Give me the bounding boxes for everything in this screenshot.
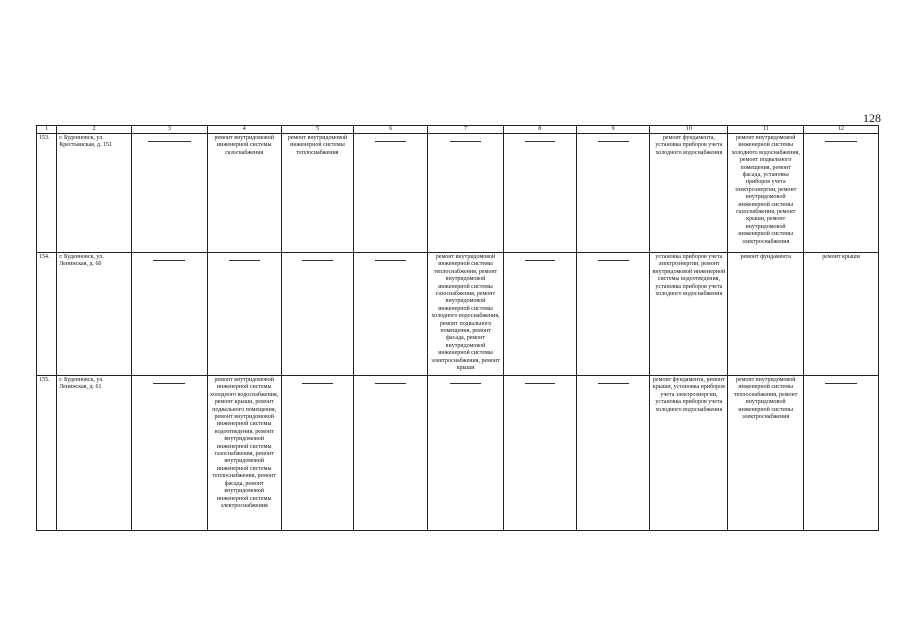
work-cell: ремонт внутридомовой инженерной системы теплоснабжения, ремонт внутридомовой инженерной системы газоснабжения, ремонт внутридомовой инженерной системы холодного водоснабжения, ремонт подвального помещения, ремонт фасада, ремонт внутридомовой инженерной системы электроснабжения, ремонт крыши — [428, 253, 504, 376]
work-cell: ремонт внутридомовой инженерной системы холодного водоснабжения, ремонт подвального помещения, ремонт фасада, установка приборов учета электроэнергии, ремонт внутридомовой инженерной системы газоснабжения, ремонт крыши, ремонт внутридомовой инженерной системы электроснабжения — [728, 134, 804, 253]
dash-mark — [302, 260, 332, 261]
work-cell: ремонт внутридомовой инженерной системы газоснабжения — [207, 134, 281, 253]
dash-mark — [450, 141, 482, 142]
empty-cell — [503, 376, 576, 531]
column-header: 2 — [57, 126, 132, 134]
dash-mark — [525, 260, 555, 261]
table-row — [37, 134, 879, 253]
dash-mark — [598, 260, 629, 261]
column-header: 3 — [132, 126, 208, 134]
dash-mark — [825, 383, 856, 384]
empty-cell — [281, 253, 354, 376]
dash-mark — [525, 141, 555, 142]
empty-cell — [428, 376, 504, 531]
dash-mark — [229, 260, 260, 261]
column-header: 4 — [207, 126, 281, 134]
dash-mark — [375, 383, 406, 384]
work-cell: ремонт внутридомовой инженерной системы теплоснабжения, ремонт внутридомовой инженерной системы электроснабжения — [728, 376, 804, 531]
empty-cell — [354, 253, 428, 376]
address-cell: г. Буденновск, ул. Ленинская, д. 61 — [57, 376, 132, 531]
work-cell: ремонт крыши — [804, 253, 879, 376]
column-header: 12 — [804, 126, 879, 134]
empty-cell — [132, 134, 208, 253]
column-header: 11 — [728, 126, 804, 134]
table-row — [37, 376, 879, 531]
empty-cell — [428, 134, 504, 253]
column-header: 9 — [576, 126, 650, 134]
dash-mark — [825, 141, 856, 142]
row-number: 153. — [37, 134, 57, 253]
empty-cell — [132, 376, 208, 531]
empty-cell — [576, 134, 650, 253]
dash-mark — [153, 260, 185, 261]
empty-cell — [576, 376, 650, 531]
dash-mark — [153, 383, 185, 384]
dash-mark — [375, 260, 406, 261]
work-cell: ремонт фундамента, ремонт крыши, установка приборов учета электроэнергии, установка приборов учета холодного водоснабжения — [650, 376, 728, 531]
empty-cell — [576, 253, 650, 376]
empty-cell — [132, 253, 208, 376]
empty-cell — [281, 376, 354, 531]
empty-cell — [503, 134, 576, 253]
row-number: 154. — [37, 253, 57, 376]
column-header: 10 — [650, 126, 728, 134]
empty-cell — [207, 253, 281, 376]
dash-mark — [525, 383, 555, 384]
empty-cell — [354, 376, 428, 531]
dash-mark — [302, 383, 332, 384]
work-cell: ремонт внутридомовой инженерной системы теплоснабжения — [281, 134, 354, 253]
empty-cell — [503, 253, 576, 376]
dash-mark — [598, 383, 629, 384]
work-cell: ремонт внутридомовой инженерной системы холодного водоснабжения, ремонт крыши, ремонт подвального помещения, ремонт внутридомовой инженерной системы водоотведения, ремонт внутридомовой инженерной системы газоснабжения, ремонт внутридомовой инженерной системы теплоснабжения, ремонт фасада, ремонт внутридомовой инженерной системы электроснабжения — [207, 376, 281, 531]
column-header: 6 — [354, 126, 428, 134]
address-cell: г. Буденновск, ул. Ленинская, д. 60 — [57, 253, 132, 376]
address-cell: г. Буденновск, ул. Крестьянская, д. 151 — [57, 134, 132, 253]
work-cell: ремонт фундамента, установка приборов учета холодного водоснабжения — [650, 134, 728, 253]
empty-cell — [354, 134, 428, 253]
works-table — [36, 125, 879, 531]
column-header: 5 — [281, 126, 354, 134]
column-header: 7 — [428, 126, 504, 134]
table-row — [37, 253, 879, 376]
page-number: 128 — [863, 111, 881, 125]
work-cell: ремонт фундамента — [728, 253, 804, 376]
column-header: 1 — [37, 126, 57, 134]
dash-mark — [598, 141, 629, 142]
row-number: 155. — [37, 376, 57, 531]
header-row — [37, 126, 879, 134]
empty-cell — [804, 134, 879, 253]
dash-mark — [375, 141, 406, 142]
column-header: 8 — [503, 126, 576, 134]
dash-mark — [148, 141, 190, 142]
work-cell: установка приборов учета электроэнергии, ремонт внутридомовой инженерной системы водоотведения, установка приборов учета холодного водоснабжения — [650, 253, 728, 376]
empty-cell — [804, 376, 879, 531]
dash-mark — [450, 383, 482, 384]
